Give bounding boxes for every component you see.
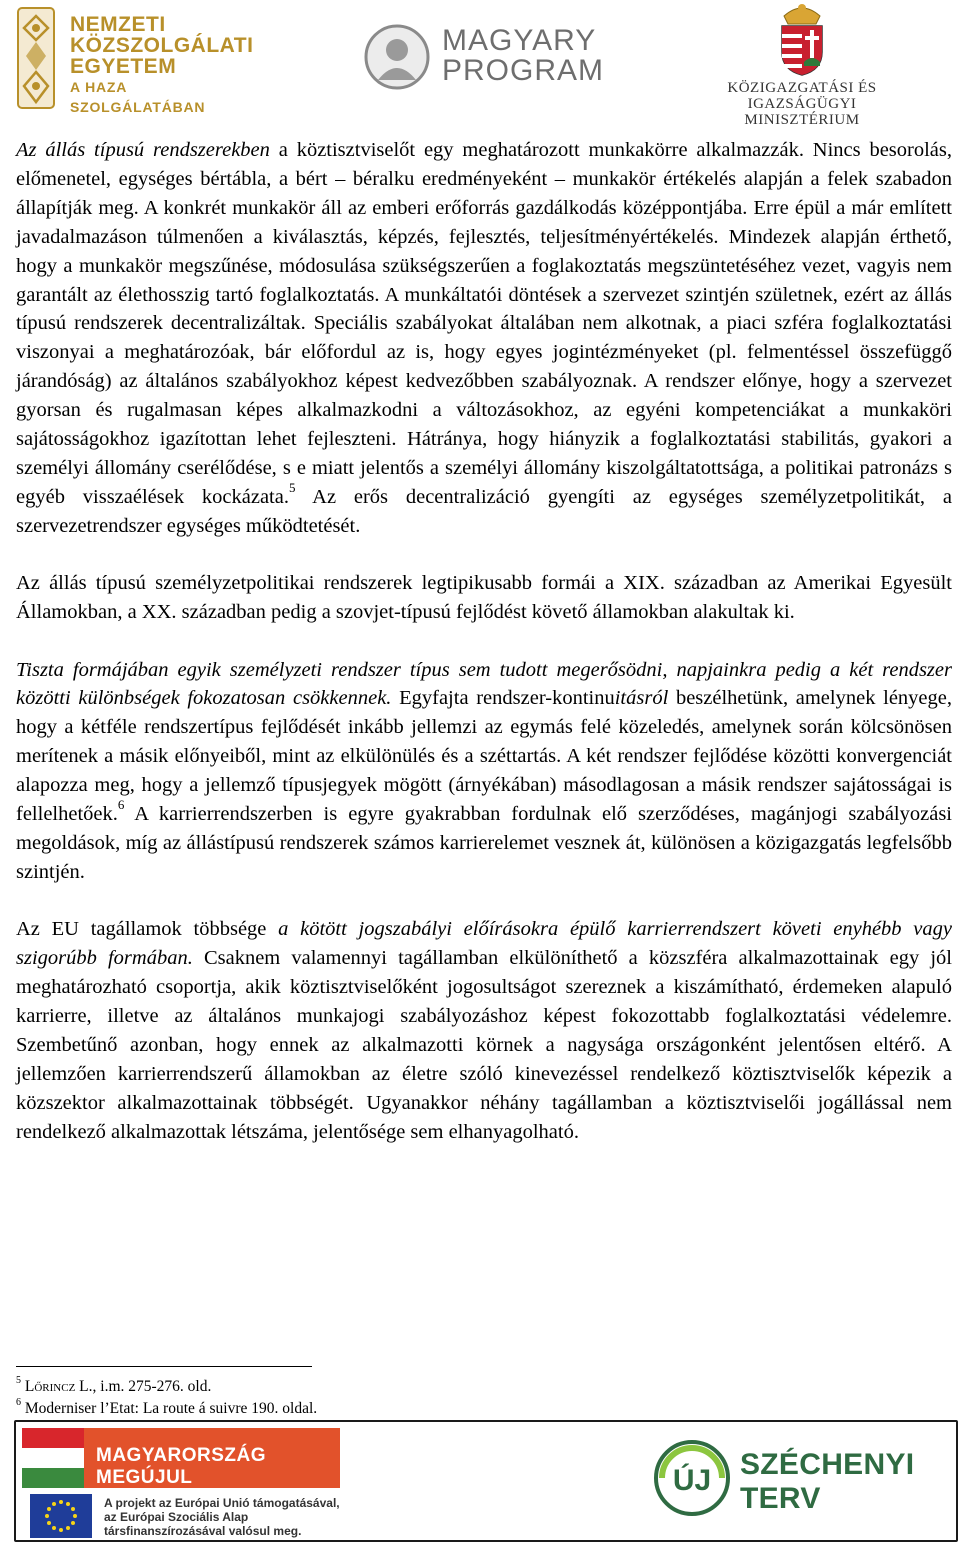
italic-phrase: Az állás típusú rendszerekben [16,139,270,161]
eu-flag-icon [30,1494,92,1538]
szt-new-label: ÚJ [672,1464,712,1497]
magyary-line-2: PROGRAM [442,54,605,87]
magyarorszag-megujul-text: MAGYARORSZÁG MEGÚJUL [96,1445,266,1488]
magyary-logo [362,22,605,92]
university-crest-icon [14,6,58,110]
nke-line-1: NEMZETI [70,13,166,36]
ministry-line-1: KÖZIGAZGATÁSI ÉS IGAZSÁGÜGYI [727,80,877,112]
italic-phrase: itásról [614,687,669,710]
hungarian-flag-icon [22,1428,84,1488]
eu-funding-note [104,1496,340,1538]
magyary-line-1: MAGYARY [442,24,597,57]
page-footer [14,1420,958,1542]
nke-line-2: KÖZSZOLGÁLATI [70,34,254,57]
footnote-text: , i.m. 275-276. old. [92,1378,212,1395]
paragraph-2: Az állás típusú személyzetpolitikai rendszerek legtipikusabb formái a XIX. században az Amerikai Egyesült Államokban, a XX. században pedig a szovjet-típusú fejlődést követő államokban alakultak ki. [16,572,952,624]
paragraph-text: Csaknem valamennyi tagállamban elkülöníthető a közszféra alkalmazottainak egy jól meghatározható csoportja, akik köztisztviselőként jogosultságot szereznek a kiszámítható, érdemeken alapuló karrierre, illetve az általános munkajogi szabályozáshoz képest fokozottabb foglalkoztatási védelemre. Szembetűnő azonban, hogy ennek az alkalmazotti körnek a nagysága országonként jelentősen eltérő. A jellemzően karrierrendszerű államokban az életre szóló kinevezéssel rendelkező köztisztviselők képezik a közszektor alkalmazottainak többségét. Ugyanakkor néhány tagállamban a köztisztviselői jogállással nem rendelkező alkalmazottak létszáma, jelentősége sem elhanyagolható. [16,947,952,1143]
ministry-line-2: MINISZTÉRIUM [744,112,860,128]
szechenyi-terv-emblem-icon [648,1426,738,1536]
page-header [0,0,960,128]
magyarorszag-megujul-banner [22,1428,340,1488]
nke-line-4: A HAZA SZOLGÁLATÁBAN [70,79,206,115]
footnote-text: Moderniser l’Etat: La route á suivre 190. oldal. [24,1400,318,1417]
eu-note-line: az Európai Szociális Alap [104,1510,249,1524]
paragraph-text: beszélhetünk, amelynek lényege, hogy a kétféle rendszertípus fejlődését inkább jellemzi az egymás felé közeledés, amelynek során kölcsönösen merítenek a másik előnyeiből, mint az elkülönülés és a széttartás. A két rendszer fejlődése közötti konvergenciát alapozza meg, hogy a jellemző típusjegyek mögött (árnyékában) másodlagosan a másik rendszer sajátosságai is fellelhetőek. [16,687,952,826]
footnote-number: 6 [16,1396,21,1408]
footnote-5 [16,1376,317,1398]
paragraph-1 [16,136,952,541]
paragraph-text: Az erős decentralizáció gyengíti az egységes személyzetpolitikát, a szervezetrendszer egységes működtetését. [16,485,952,537]
paragraph-3 [16,656,952,887]
paragraph-text: Az EU tagállamok többsége [16,918,279,941]
portrait-medallion-icon [362,22,432,92]
document-body [16,136,952,1147]
footnote-ref-5[interactable]: 5 [288,480,296,496]
footnotes [16,1376,317,1420]
eu-note-line: A projekt az Európai Unió támogatásával, [104,1496,340,1510]
footnote-separator [16,1366,312,1367]
nke-logo [14,6,254,115]
nke-line-3: EGYETEM [70,55,177,78]
footnote-ref-6[interactable]: 6 [117,797,125,813]
paragraph-text: a köztisztviselőt egy meghatározott munkakörre alkalmazzák. Nincs besorolás, előmenetel, egységes bértábla, a bért – béralku eredményeként – munkakör értékelés alapján a felek szabadon állapítják meg. A konkrét munkakör áll az emberi erőforrás gazdálkodás középpontjába. Erre épül a már említett javadalmazáson túlmenően a kiválasztás, képzés, fejlesztés, teljesítményértékelés. Mindezek alapján érthető, hogy a munkakör megszűnése, módosulása szükségszerűen a foglakoztatás megszüntetéséhez vezet, vagyis nem garantált az élethosszig tartó foglalkoztatás. A munkáltatói döntések a szervezet szintjén születnek, ezért az állás típusú rendszerek decentralizáltak. Speciális szabályokat általában nem alkotnak, a piaci szféra foglalkoztatási viszonyai a meghatározóak, bár előfordul az is, hogy egyes jogintézményeket (pl. felmentéssel összefüggő járandóság) az általános szabályokhoz képest kedvezőbben szabályoznak. A rendszer előnye, hogy a szervezet gyorsan és rugalmasan képes alkalmazkodni a változásokhoz, az egyéni kompetenciákat a munkaköri sajátosságokhoz igazítottan lehet fejleszteni. Hátránya, hogy hiányzik a foglalkoztatási stabilitás, gyakori a személyi állomány cserélődése, s e miatt jelentős a személyi állomány kiszolgáltatottsága, a politikai patronázs s egyéb visszaélések kockázata. [16,139,953,508]
ministry-logo [672,2,932,128]
paragraph-text: A karrierrendszerben is egyre gyakrabban fordulnak elő szerződéses, magánjogi szabályozási megoldások, míg az állástípusú rendszerek számos karrierelemet vesznek át, különösen a közigazgatás legfelsőbb szintjén. [16,803,952,883]
footnote-6 [16,1398,317,1420]
paragraph-text: Egyfajta rendszer-kontinu [391,687,615,710]
italic-phrase: a kötött jogszabályi előírásokra épülő karrierrendszert követi enyhébb vagy szigorúbb formában. [16,918,952,970]
footnote-number: 5 [16,1374,21,1386]
szechenyi-terv-text: SZÉCHENYI TERV [740,1448,915,1515]
paragraph-4 [16,915,952,1146]
footnote-author: Lőrincz L. [24,1378,93,1395]
eu-note-line: társfinanszírozásával valósul meg. [104,1524,302,1538]
italic-phrase: Tiszta formájában egyik személyzeti rendszer típus sem tudott megerősödni, napjainkra pedig a két rendszer közötti különbségek fokozatosan csökkennek. [16,658,952,710]
uj-szechenyi-terv-logo [648,1426,948,1536]
hungarian-coat-of-arms-icon [770,2,834,76]
